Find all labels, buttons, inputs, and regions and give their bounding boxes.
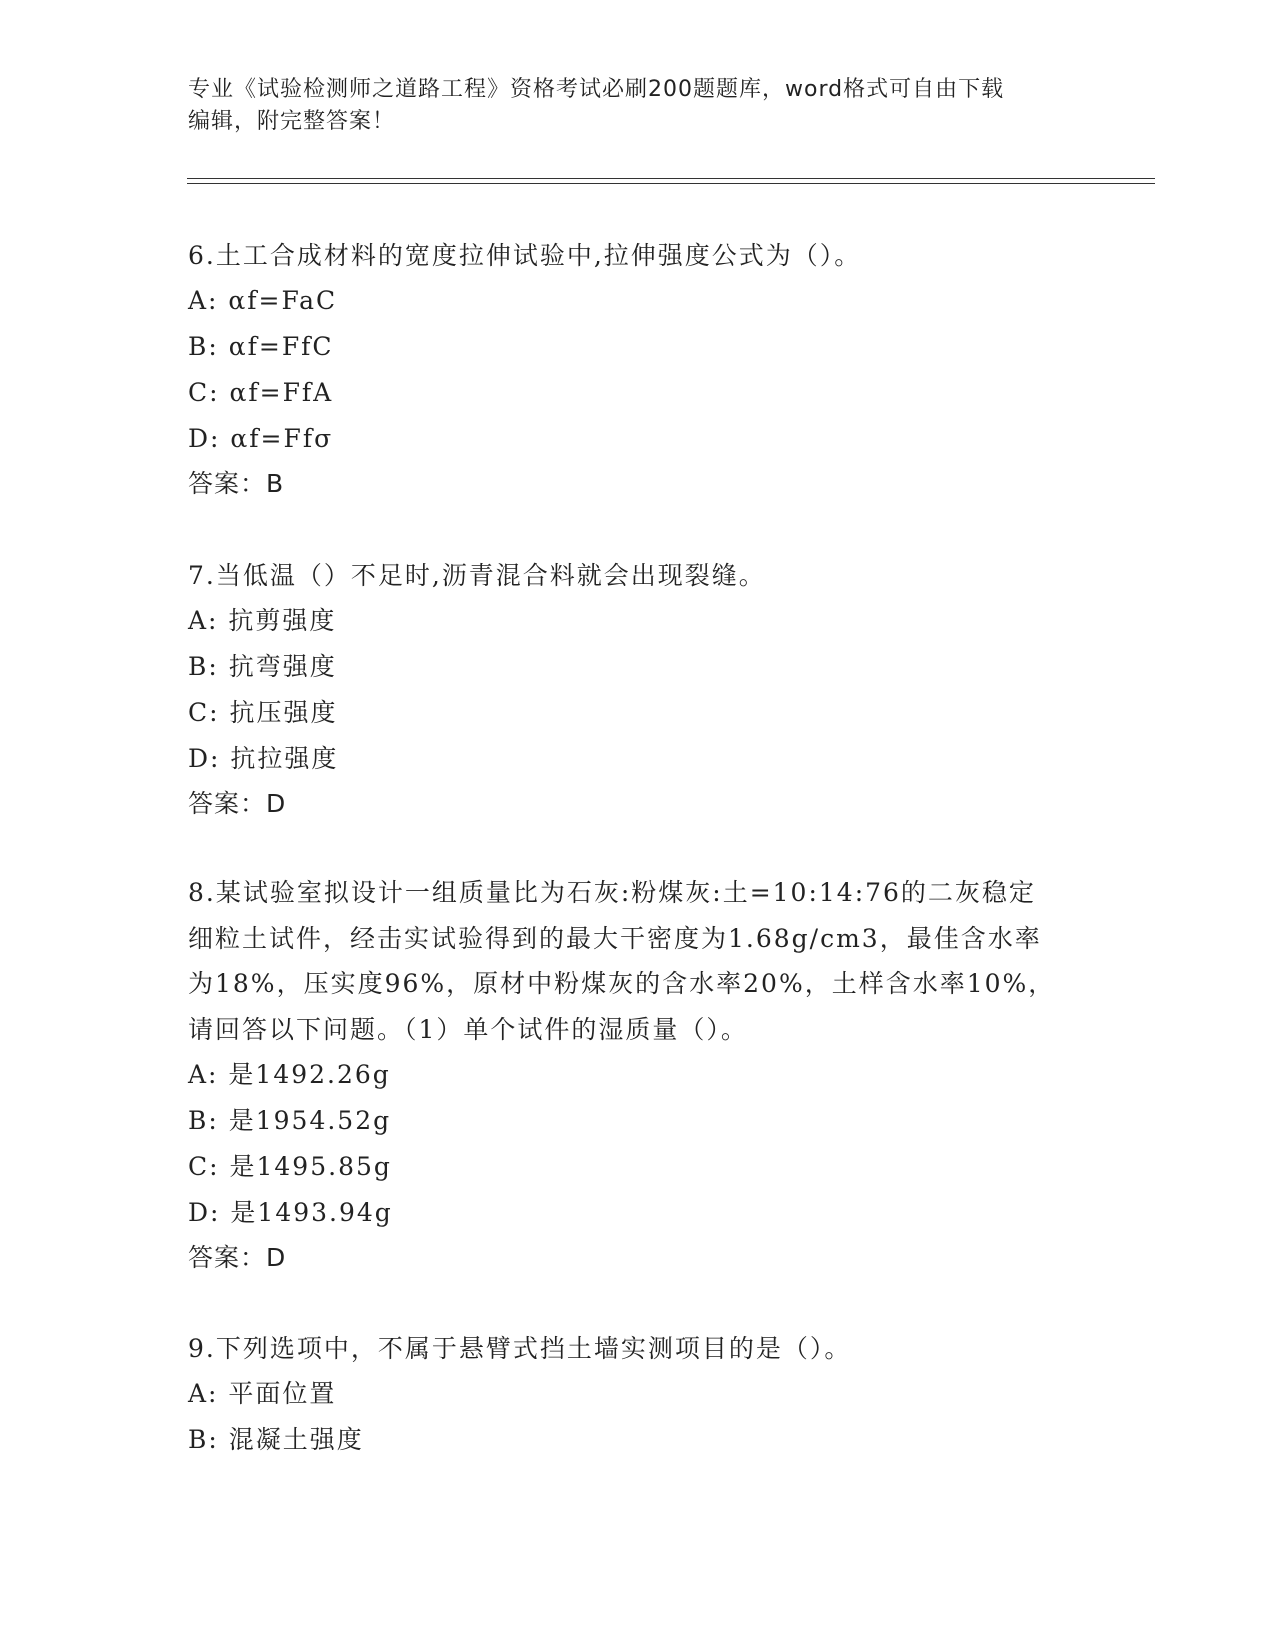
header-line-1: 专业《试验检测师之道路工程》资格考试必刷200题题库，word格式可自由下载 [188, 77, 1005, 102]
question-text-line-2: 细粒土试件，经击实试验得到的最大干密度为1.68g/cm3，最佳含水率 [188, 923, 1042, 953]
question-7 [188, 553, 1088, 826]
question-text-line-4: 请回答以下问题。（1）单个试件的湿质量（）。 [188, 1014, 748, 1044]
option-d: D: 抗拉强度 [188, 744, 339, 773]
option-c: C: 抗压强度 [188, 698, 338, 727]
option-b: B: αf=FfC [188, 332, 334, 361]
header-divider-bottom [187, 183, 1155, 184]
option-c: C: 是1495.85g [188, 1152, 392, 1181]
option-a: A: 是1492.26g [188, 1060, 391, 1089]
answer: 答案：D [188, 789, 287, 818]
header-line-2: 编辑，附完整答案！ [188, 109, 396, 134]
option-b: B: 混凝土强度 [188, 1425, 364, 1454]
option-a: A: 抗剪强度 [188, 606, 337, 635]
question-text: 7.当低温（）不足时,沥青混合料就会出现裂缝。 [188, 561, 766, 590]
question-text: 6.土工合成材料的宽度拉伸试验中,拉伸强度公式为（）。 [188, 241, 862, 270]
option-b: B: 抗弯强度 [188, 652, 337, 681]
option-a: A: αf=FaC [188, 286, 338, 315]
question-text-line-3: 为18%，压实度96%，原材中粉煤灰的含水率20%，土样含水率10%， [188, 969, 1056, 998]
option-d: D: αf=Ffσ [188, 424, 334, 453]
question-text-line-1: 8.某试验室拟设计一组质量比为石灰:粉煤灰:土=10:14:76的二灰稳定 [188, 878, 1036, 907]
answer: 答案：B [188, 469, 285, 498]
answer: 答案：D [188, 1243, 287, 1272]
question-8 [188, 870, 1088, 1280]
question-text: 9.下列选项中，不属于悬臂式挡土墙实测项目的是（）。 [188, 1334, 852, 1363]
header-divider-top [187, 178, 1155, 179]
question-6 [188, 233, 1088, 506]
option-d: D: 是1493.94g [188, 1198, 393, 1227]
option-b: B: 是1954.52g [188, 1106, 392, 1135]
option-c: C: αf=FfA [188, 378, 334, 407]
question-9 [188, 1326, 1088, 1463]
option-a: A: 平面位置 [188, 1379, 337, 1408]
document-header [188, 74, 1088, 138]
